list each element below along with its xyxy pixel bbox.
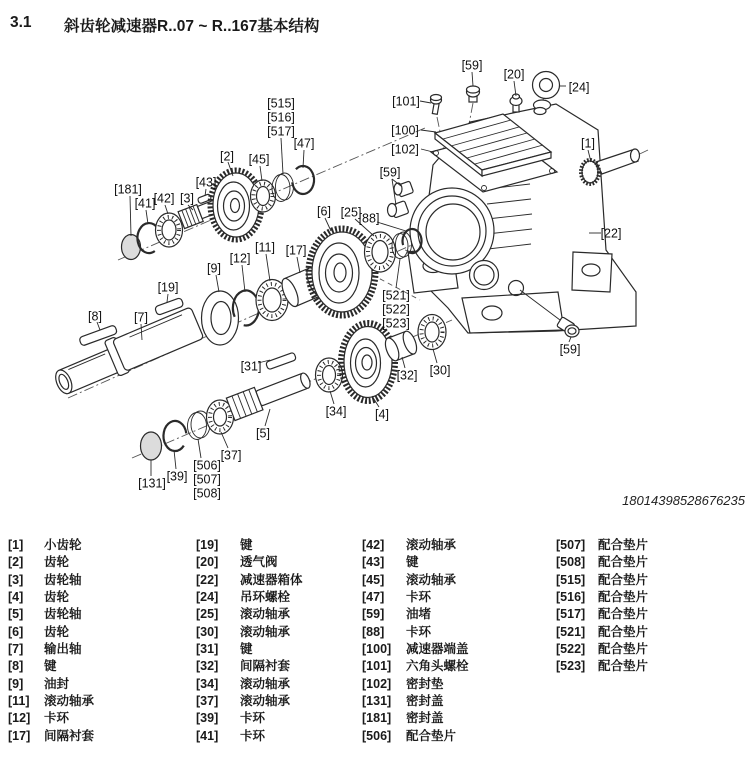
part-name: 配合垫片 bbox=[406, 728, 457, 743]
part-callout: [1] bbox=[581, 136, 595, 151]
callout-leader-line bbox=[130, 196, 131, 236]
part-callout: [47] bbox=[293, 136, 315, 151]
parts-list-item bbox=[8, 641, 94, 658]
parts-list-item bbox=[362, 693, 469, 710]
part-callout: [32] bbox=[396, 368, 418, 383]
part-callout: [37] bbox=[220, 448, 242, 463]
part-callout: [41] bbox=[134, 196, 156, 211]
part-ref: [2] bbox=[8, 555, 24, 570]
gear-shaft-5 bbox=[226, 368, 313, 421]
part-ref: [37] bbox=[196, 694, 219, 709]
housing-foot-right bbox=[572, 252, 612, 292]
part-ref: [181] bbox=[362, 711, 392, 726]
parts-list-item bbox=[362, 554, 469, 571]
part-name: 配合垫片 bbox=[598, 555, 649, 570]
part-callout: [11] bbox=[255, 240, 275, 255]
part-ref: [7] bbox=[8, 642, 24, 657]
part-name: 卡环 bbox=[240, 728, 266, 743]
part-callout: [24] bbox=[568, 80, 590, 95]
parts-column-3 bbox=[362, 537, 469, 745]
page-title: 斜齿轮减速器R..07 ~ R..167基本结构 bbox=[64, 18, 320, 35]
exploded-diagram bbox=[0, 48, 750, 518]
gear-6 bbox=[309, 229, 376, 316]
part-callout: [17] bbox=[285, 243, 307, 258]
part-ref: [8] bbox=[8, 659, 24, 674]
callout-leader-line bbox=[174, 450, 176, 469]
parts-list-item bbox=[556, 572, 648, 589]
part-ref: [39] bbox=[196, 711, 219, 726]
oil-plug-59-left bbox=[388, 181, 414, 218]
parts-list-item bbox=[556, 589, 648, 606]
part-callout: [2] bbox=[220, 149, 234, 164]
housing-foot-front bbox=[462, 292, 564, 333]
callout-leader-line bbox=[402, 357, 405, 368]
parts-list-item bbox=[8, 676, 94, 693]
callout-leader-line bbox=[260, 166, 262, 181]
part-name: 齿轮 bbox=[44, 590, 70, 605]
part-name: 键 bbox=[240, 642, 253, 657]
parts-list-item bbox=[362, 624, 469, 641]
bearing-45 bbox=[251, 180, 276, 212]
part-callout: [19] bbox=[157, 280, 179, 295]
part-ref: [20] bbox=[196, 555, 219, 570]
part-ref: [34] bbox=[196, 676, 219, 691]
part-ref: [3] bbox=[8, 572, 24, 587]
parts-list-item bbox=[8, 728, 94, 745]
part-name: 卡环 bbox=[240, 711, 266, 726]
callout-leader-line bbox=[377, 222, 406, 231]
parts-list-item bbox=[362, 606, 469, 623]
part-callout: [181] bbox=[114, 182, 142, 197]
parts-list-item bbox=[362, 537, 469, 554]
parts-list-item bbox=[556, 658, 648, 675]
part-callout: [88] bbox=[358, 211, 380, 226]
output-shaft-7 bbox=[49, 305, 205, 400]
part-ref: [521] bbox=[556, 624, 586, 639]
part-name: 减速器箱体 bbox=[240, 572, 303, 587]
part-name: 六角头螺栓 bbox=[406, 659, 469, 674]
part-ref: [5] bbox=[8, 607, 24, 622]
callout-leader-line bbox=[472, 72, 473, 86]
part-callout: [508] bbox=[193, 486, 221, 501]
part-ref: [100] bbox=[362, 642, 392, 657]
part-callout: [31] bbox=[240, 359, 262, 374]
part-ref: [88] bbox=[362, 624, 385, 639]
bearing-42 bbox=[156, 213, 183, 247]
parts-list-item bbox=[196, 641, 303, 658]
part-ref: [45] bbox=[362, 572, 385, 587]
bearing-30 bbox=[418, 315, 446, 350]
part-ref: [25] bbox=[196, 607, 219, 622]
part-ref: [22] bbox=[196, 572, 219, 587]
parts-list-item bbox=[362, 589, 469, 606]
parts-list-item bbox=[196, 693, 303, 710]
part-ref: [4] bbox=[8, 590, 24, 605]
callout-leader-line bbox=[146, 210, 148, 224]
part-ref: [31] bbox=[196, 642, 219, 657]
part-callout: [39] bbox=[166, 469, 188, 484]
callout-leader-line bbox=[433, 349, 437, 363]
parts-list-item bbox=[196, 606, 303, 623]
parts-list-item bbox=[8, 658, 94, 675]
part-ref: [516] bbox=[556, 590, 586, 605]
parts-list-item bbox=[362, 572, 469, 589]
part-callout: [3] bbox=[180, 191, 194, 206]
part-ref: [30] bbox=[196, 624, 219, 639]
part-name: 滚动轴承 bbox=[240, 624, 291, 639]
figure-id: 18014398528676235 bbox=[622, 493, 745, 508]
part-callout: [45] bbox=[248, 152, 270, 167]
part-callout: [102] bbox=[391, 142, 419, 157]
part-ref: [508] bbox=[556, 555, 586, 570]
callout-leader-line bbox=[281, 138, 283, 174]
seal-cap-131 bbox=[141, 432, 162, 460]
part-ref: [12] bbox=[8, 711, 31, 726]
oil-plug-59-top bbox=[467, 86, 480, 102]
part-callout: [59] bbox=[461, 58, 483, 73]
callout-leader-line bbox=[221, 432, 228, 448]
callout-leader-line bbox=[242, 265, 245, 292]
part-ref: [47] bbox=[362, 590, 385, 605]
parts-list-item bbox=[196, 554, 303, 571]
part-callout: [5] bbox=[256, 426, 270, 441]
parts-list-item bbox=[556, 606, 648, 623]
parts-list-item bbox=[8, 572, 94, 589]
part-ref: [522] bbox=[556, 642, 586, 657]
part-name: 配合垫片 bbox=[598, 590, 649, 605]
part-ref: [9] bbox=[8, 676, 24, 691]
parts-list-item bbox=[556, 641, 648, 658]
part-callout: [507] bbox=[193, 472, 221, 487]
part-callout: [521] bbox=[382, 288, 410, 303]
part-callout: [43] bbox=[195, 175, 217, 190]
part-name: 透气阀 bbox=[240, 555, 278, 570]
hex-bolt-101 bbox=[431, 95, 442, 115]
parts-column-2 bbox=[196, 537, 303, 745]
parts-list-item bbox=[556, 537, 648, 554]
part-callout: [4] bbox=[375, 407, 389, 422]
part-ref: [1] bbox=[8, 538, 24, 552]
part-callout: [517] bbox=[267, 124, 295, 139]
part-name: 键 bbox=[406, 555, 419, 570]
part-name: 输出轴 bbox=[44, 642, 82, 657]
callout-leader-line bbox=[165, 205, 168, 214]
part-ref: [101] bbox=[362, 659, 392, 674]
part-ref: [32] bbox=[196, 659, 219, 674]
part-name: 油堵 bbox=[406, 607, 432, 622]
part-name: 齿轮 bbox=[44, 555, 70, 570]
parts-list-item bbox=[196, 710, 303, 727]
part-callout: [8] bbox=[88, 309, 102, 324]
part-name: 配合垫片 bbox=[598, 538, 649, 552]
part-ref: [517] bbox=[556, 607, 586, 622]
part-callout: [100] bbox=[391, 123, 419, 138]
part-name: 配合垫片 bbox=[598, 624, 649, 639]
part-callout: [59] bbox=[379, 165, 401, 180]
parts-list-item bbox=[196, 589, 303, 606]
part-callout: [59] bbox=[559, 342, 581, 357]
parts-list-item bbox=[556, 624, 648, 641]
part-name: 配合垫片 bbox=[598, 642, 649, 657]
part-ref: [523] bbox=[556, 659, 586, 674]
part-ref: [59] bbox=[362, 607, 385, 622]
callout-leader-line bbox=[266, 254, 270, 281]
parts-list-item bbox=[196, 658, 303, 675]
parts-list-item bbox=[8, 710, 94, 727]
parts-list-item bbox=[362, 676, 469, 693]
part-ref: [24] bbox=[196, 590, 219, 605]
part-ref: [41] bbox=[196, 728, 219, 743]
part-name: 齿轮轴 bbox=[44, 607, 82, 622]
part-ref: [11] bbox=[8, 694, 30, 709]
part-name: 间隔衬套 bbox=[44, 728, 95, 743]
part-callout: [6] bbox=[317, 204, 331, 219]
part-callout: [523] bbox=[382, 316, 410, 331]
key-31 bbox=[266, 352, 297, 370]
part-callout: [506] bbox=[193, 458, 221, 473]
callout-leader-line bbox=[396, 259, 400, 288]
part-name: 减速器端盖 bbox=[406, 642, 469, 657]
part-callout: [131] bbox=[138, 476, 166, 491]
parts-list-item bbox=[362, 710, 469, 727]
part-name: 滚动轴承 bbox=[240, 607, 291, 622]
part-name: 间隔衬套 bbox=[240, 659, 291, 674]
part-ref: [6] bbox=[8, 624, 24, 639]
part-name: 滚动轴承 bbox=[44, 694, 95, 709]
part-callout: [515] bbox=[267, 96, 295, 111]
part-callout: [25] bbox=[340, 205, 362, 220]
part-name: 密封盖 bbox=[406, 694, 444, 709]
oil-seal-9 bbox=[202, 291, 239, 345]
part-name: 密封盖 bbox=[406, 711, 444, 726]
parts-list-item bbox=[362, 658, 469, 675]
part-name: 小齿轮 bbox=[44, 538, 82, 552]
part-ref: [42] bbox=[362, 538, 385, 552]
part-callout: [522] bbox=[382, 302, 410, 317]
parts-list-item bbox=[8, 589, 94, 606]
parts-list-item bbox=[196, 624, 303, 641]
parts-list-item bbox=[362, 641, 469, 658]
part-callout: [101] bbox=[392, 94, 420, 109]
section-number: 3.1 bbox=[10, 14, 32, 31]
part-callout: [34] bbox=[325, 404, 347, 419]
part-name: 键 bbox=[240, 538, 253, 552]
parts-list-item bbox=[196, 676, 303, 693]
part-ref: [507] bbox=[556, 538, 586, 552]
part-name: 卡环 bbox=[44, 711, 70, 726]
callout-leader-line bbox=[569, 337, 571, 342]
parts-list-item bbox=[8, 554, 94, 571]
part-ref: [506] bbox=[362, 728, 392, 743]
part-name: 齿轮轴 bbox=[44, 572, 82, 587]
parts-column-1 bbox=[8, 537, 94, 745]
part-callout: [12] bbox=[229, 251, 251, 266]
parts-list-item bbox=[8, 606, 94, 623]
part-name: 配合垫片 bbox=[598, 572, 649, 587]
parts-column-4 bbox=[556, 537, 648, 676]
callout-leader-line bbox=[198, 439, 201, 458]
part-name: 滚动轴承 bbox=[240, 676, 291, 691]
callout-leader-line bbox=[421, 149, 433, 152]
part-name: 滚动轴承 bbox=[406, 572, 457, 587]
parts-list-item bbox=[196, 728, 303, 745]
gear-4 bbox=[341, 323, 395, 401]
bearing-25 bbox=[365, 232, 396, 272]
part-callout: [20] bbox=[503, 67, 525, 82]
callout-leader-line bbox=[216, 275, 219, 292]
part-name: 配合垫片 bbox=[598, 607, 649, 622]
callout-leader-line bbox=[297, 257, 300, 273]
part-name: 吊环螺栓 bbox=[240, 590, 291, 605]
part-ref: [19] bbox=[196, 538, 219, 552]
part-ref: [131] bbox=[362, 694, 392, 709]
part-ref: [515] bbox=[556, 572, 586, 587]
part-ref: [43] bbox=[362, 555, 385, 570]
callout-leader-line bbox=[330, 391, 334, 404]
part-name: 卡环 bbox=[406, 624, 432, 639]
callout-leader-line bbox=[265, 409, 270, 426]
part-callout: [7] bbox=[134, 310, 148, 325]
part-callout: [516] bbox=[267, 110, 295, 125]
part-callout: [30] bbox=[429, 363, 451, 378]
callout-leader-line bbox=[420, 101, 431, 103]
part-callout: [9] bbox=[207, 261, 221, 276]
part-callout: [22] bbox=[600, 226, 622, 241]
part-name: 滚动轴承 bbox=[240, 694, 291, 709]
parts-list-item bbox=[362, 728, 469, 745]
part-name: 密封垫 bbox=[406, 676, 444, 691]
part-ref: [17] bbox=[8, 728, 31, 743]
breather-valve-20 bbox=[510, 94, 522, 112]
part-ref: [102] bbox=[362, 676, 392, 691]
parts-list-item bbox=[8, 537, 94, 554]
callout-leader-line bbox=[167, 294, 168, 302]
parts-list-item bbox=[8, 624, 94, 641]
part-name: 卡环 bbox=[406, 590, 432, 605]
part-name: 油封 bbox=[44, 676, 70, 691]
parts-list-item bbox=[556, 554, 648, 571]
parts-list-item bbox=[196, 572, 303, 589]
part-name: 齿轮 bbox=[44, 624, 70, 639]
part-name: 滚动轴承 bbox=[406, 538, 457, 552]
part-name: 键 bbox=[44, 659, 57, 674]
part-name: 配合垫片 bbox=[598, 659, 649, 674]
callout-leader-line bbox=[421, 130, 436, 132]
parts-list-item bbox=[196, 537, 303, 554]
parts-list-item bbox=[8, 693, 94, 710]
part-callout: [42] bbox=[153, 191, 175, 206]
